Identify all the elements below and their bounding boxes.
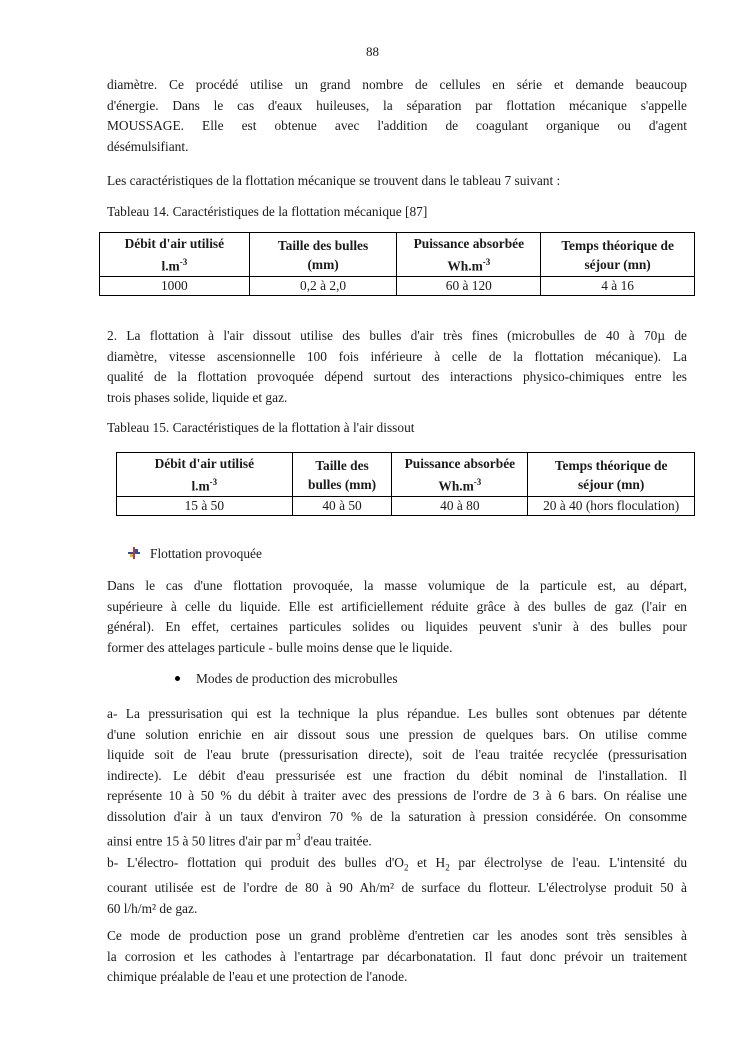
dissolved-air-paragraph — [107, 326, 687, 408]
table-header-cell: Temps théorique de séjour (mn) — [541, 233, 695, 277]
table14-caption: Tableau 14. Caractéristiques de la flottation mécanique [87] — [107, 204, 428, 219]
table-row — [117, 497, 695, 516]
paragraph-b-line: b- L'électro- flottation qui produit des bulles $d'O_2$ et $H_2$ par électrolyse de l'eau. L'intensité du — [107, 855, 688, 873]
colored-diamond-bullet-icon — [128, 545, 140, 557]
paragraph-b-line: 60 l/h/m² de gaz. — [107, 900, 198, 916]
table-header-row — [100, 233, 695, 277]
table-header-cell: Temps théorique de séjour (mn) — [528, 453, 695, 497]
provoked-line: supérieure à celle du liquide. Elle est artificiellement réduite grâce à des bulles de gaz (l'air en — [107, 598, 687, 614]
table-cell: 40 à 80 — [392, 497, 528, 516]
paragraph-b — [107, 853, 687, 919]
table-header-cell: Taille des bulles (mm) — [249, 233, 397, 277]
dissolved-line: qualité de la flottation provoquée dépend surtout des interactions physico-chimiques entre les — [107, 369, 687, 384]
dissolved-line: 2. La flottation à l'air dissout utilise des bulles d'air très fines (microbulles de 40 à 70µ de — [107, 328, 687, 343]
table-cell: 20 à 40 (hors floculation) — [528, 497, 695, 516]
provoked-line: former des attelages particule - bulle moins dense que le liquide. — [107, 639, 453, 655]
final-line: Ce mode de production pose un grand problème d'entretien car les anodes sont très sensibles à — [107, 928, 687, 943]
provoked-line: Dans le cas d'une flottation provoquée, la masse volumique de la particule est, au départ, — [107, 578, 687, 593]
table-header-cell: Taille des bulles (mm) — [292, 453, 392, 497]
paragraph-a-line: d'une solution enrichie en air dissout sous une pression de quelques bars. On utilise comme — [107, 726, 687, 742]
table-14 — [99, 232, 695, 296]
table-header-cell: Débit d'air utilisé $l.m^{-3}$ — [117, 453, 293, 497]
paragraph-a-line: liquide soit de l'eau brute (pressurisation directe), soit de l'eau traitée recyclée (pressurisation — [107, 747, 687, 762]
final-paragraph — [107, 926, 687, 988]
heading-text: Flottation provoquée — [150, 546, 262, 561]
provoked-line: général). En effet, certaines particules solides ou liquides peuvent s'unir à des bulles pour — [107, 619, 687, 634]
intro-line: MOUSSAGE. Elle est obtenue avec l'addition de coagulant organique ou d'agent — [107, 118, 687, 133]
table-cell: 15 à 50 — [117, 497, 293, 516]
paragraph-a-line: représente 10 à 50 % du débit à traiter avec des pressions de l'ordre de 3 à 6 bars. On réalise une — [107, 788, 687, 803]
paragraph-a-line: a- La pressurisation qui est la technique la plus répandue. Les bulles sont obtenues par détente — [107, 706, 687, 721]
bullet-item — [175, 669, 675, 690]
table15-caption: Tableau 15. Caractéristiques de la flottation à l'air dissout — [107, 420, 415, 435]
table-header-cell: Puissance absorbée $Wh.m^{-3}$ — [392, 453, 528, 497]
table-cell: 40 à 50 — [292, 497, 392, 516]
section-heading — [128, 544, 708, 565]
table-header-cell: Débit d'air utilisé $l.m^{-3}$ — [100, 233, 250, 277]
table-header-row — [117, 453, 695, 497]
table-cell: 1000 — [100, 277, 250, 296]
bullet-text: Modes de production des microbulles — [196, 671, 398, 686]
dissolved-line: diamètre, vitesse ascensionnelle 100 fois inférieure à celle de la flottation mécanique). La — [107, 348, 687, 364]
table-cell: 4 à 16 — [541, 277, 695, 296]
final-line: chimique préalable de l'eau et une protection de l'anode. — [107, 969, 408, 984]
intro-paragraph — [107, 75, 687, 157]
table-header-cell: Puissance absorbée $Wh.m^{-3}$ — [397, 233, 541, 277]
table-15 — [116, 452, 695, 516]
intro-line: diamètre. Ce procédé utilise un grand nombre de cellules en série et demande beaucoup — [107, 77, 687, 92]
dissolved-line: trois phases solide, liquide et gaz. — [107, 389, 288, 405]
paragraph-a-line: indirecte). Le débit d'eau pressurisée est une fraction du débit nominal de l'installation. Il — [107, 767, 687, 783]
paragraph-b-line: courant utilisée est de l'ordre de 80 à 90 Ah/m² de surface du flotteur. L'électrolyse produit 50 à — [107, 880, 687, 896]
paragraph-a-last-line: ainsi entre 15 à 50 litres d'air par $m^3$ d'eau traitée. — [107, 832, 372, 849]
table-cell: 60 à 120 — [397, 277, 541, 296]
intro-line: d'énergie. Dans le cas d'eaux huileuses, la séparation par flottation mécanique s'appelle — [107, 97, 687, 113]
provoked-paragraph — [107, 576, 687, 658]
intro-line: désémulsifiant. — [107, 138, 189, 154]
final-line: la corrosion et les cathodes à l'entartrage par décarbonatation. Il faut donc prévoir un traitement — [107, 948, 687, 964]
paragraph-a — [107, 704, 687, 852]
table-row — [100, 277, 695, 296]
paragraph-a-line: dissolution d'air à un taux d'environ 70 % de la saturation à pression considérée. On consomme — [107, 808, 687, 824]
characteristics-sentence: Les caractéristiques de la flottation mécanique se trouvent dans le tableau 7 suivant : — [107, 173, 561, 188]
page-number: 88 — [366, 44, 379, 59]
table-cell: 0,2 à 2,0 — [249, 277, 397, 296]
bullet-dot-icon — [175, 676, 180, 681]
